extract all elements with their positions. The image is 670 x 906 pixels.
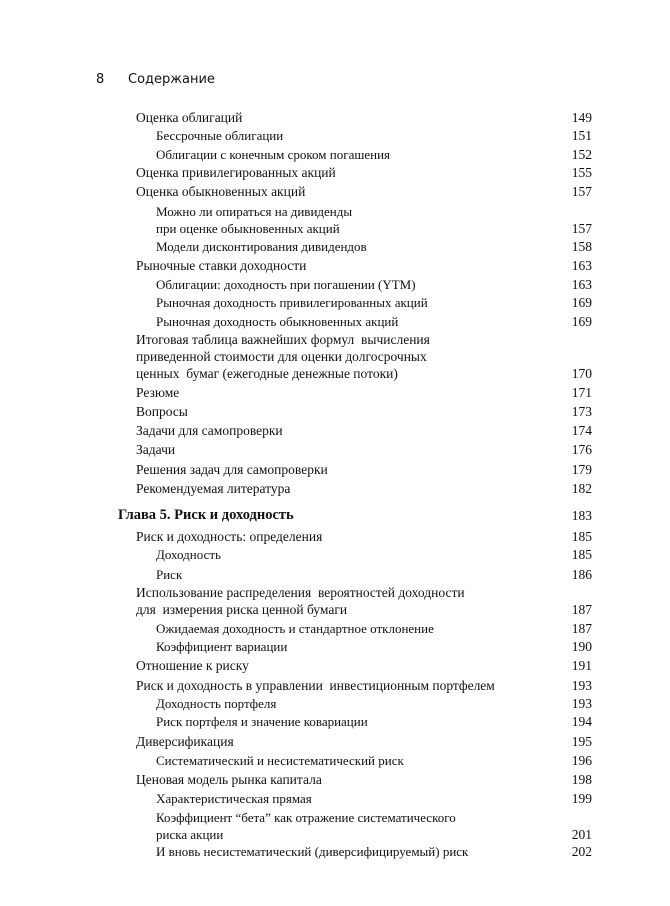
- toc-entry: [0, 183, 670, 200]
- toc-entry: [0, 566, 670, 583]
- header-page-number: 8: [96, 72, 105, 87]
- toc-entry: [0, 809, 670, 843]
- toc-entry-title: Рыночная доходность привилегированных акций: [156, 295, 428, 310]
- toc-entry: [0, 733, 670, 750]
- toc-entry-title: Модели дисконтирования дивидендов: [156, 239, 367, 254]
- toc-entry: [0, 127, 670, 144]
- toc-entry: [0, 276, 670, 293]
- toc-entry-page: 199: [571, 791, 592, 806]
- toc-entry: [0, 403, 670, 420]
- toc-entry-page: 193: [571, 696, 592, 711]
- toc-entry-title: Коэффициент вариации: [156, 639, 288, 654]
- toc-entry: [0, 677, 670, 694]
- toc-entry-title: Риск и доходность в управлении инвестиционным портфелем: [136, 678, 495, 693]
- toc-entry-title: Задачи: [136, 442, 176, 457]
- toc-entry-page: 195: [571, 734, 592, 749]
- toc-entry-title: Итоговая таблица важнейших формул вычисления приведенной стоимости для оценки долгосрочных ценных бумаг (ежегодные денежные потоки): [136, 332, 430, 381]
- toc-entry: [0, 790, 670, 807]
- toc-entry-page: 202: [571, 844, 592, 859]
- toc-entry-title: Риск: [156, 567, 183, 582]
- toc-entry-page: 173: [571, 404, 592, 419]
- toc-entry-title: Ожидаемая доходность и стандартное отклонение: [156, 621, 434, 636]
- toc-entry-page: 190: [571, 639, 592, 654]
- toc-entry: [0, 146, 670, 163]
- toc-entry: [0, 257, 670, 274]
- toc-entry-page: 163: [571, 258, 592, 273]
- toc-entry-page: 185: [571, 529, 592, 544]
- header-title: Содержание: [128, 72, 215, 87]
- toc-entry-title: Глава 5. Риск и доходность: [118, 507, 294, 523]
- toc-entry-page: 196: [571, 753, 592, 768]
- toc-entry-page: 182: [571, 481, 592, 496]
- toc-entry-page: 194: [571, 714, 592, 729]
- toc-entry-title: Оценка привилегированных акций: [136, 165, 336, 180]
- toc-entry-page: 163: [571, 277, 592, 292]
- toc-entry: [0, 620, 670, 637]
- toc-entry-page: 149: [571, 110, 592, 125]
- toc-entry-title: Коэффициент “бета” как отражение систематического риска акции: [156, 810, 456, 842]
- toc-entry-page: 155: [571, 165, 592, 180]
- toc-entry: [0, 422, 670, 439]
- toc-entry: [0, 331, 670, 382]
- toc-entry-title: Рыночная доходность обыкновенных акций: [156, 314, 399, 329]
- toc-entry-page: 158: [571, 239, 592, 254]
- toc-entry-page: 191: [571, 658, 592, 673]
- toc-entry-title: Задачи для самопроверки: [136, 423, 283, 438]
- toc-entry-page: 171: [571, 385, 592, 400]
- toc-entry-page: 157: [571, 221, 592, 236]
- toc-entry-title: Оценка облигаций: [136, 110, 243, 125]
- toc-entry: [0, 109, 670, 126]
- toc-entry: [0, 638, 670, 655]
- toc-entry-page: 157: [571, 184, 592, 199]
- toc-entry: [0, 695, 670, 712]
- toc-entry-title: Облигации с конечным сроком погашения: [156, 147, 391, 162]
- toc-entry: [0, 528, 670, 545]
- toc-entry-page: 201: [571, 827, 592, 842]
- toc-entry-title: Рекомендуемая литература: [136, 481, 291, 496]
- toc-entry-page: 176: [571, 442, 592, 457]
- toc-entry-title: Резюме: [136, 385, 180, 400]
- toc-entry-title: Риск и доходность: определения: [136, 529, 323, 544]
- toc-entry-page: 185: [571, 547, 592, 562]
- toc-entry-page: 179: [571, 462, 592, 477]
- toc-entry-page: 152: [571, 147, 592, 162]
- toc-entry: [0, 164, 670, 181]
- toc-entry-title: Диверсификация: [136, 734, 234, 749]
- toc-entry-title: Характеристическая прямая: [156, 791, 312, 806]
- toc-entry: [0, 752, 670, 769]
- toc-entry: [0, 713, 670, 730]
- toc-entry: [0, 384, 670, 401]
- toc-entry-title: Использование распределения вероятностей доходности для измерения риска ценной бумаги: [136, 585, 465, 617]
- toc-entry: [0, 584, 670, 618]
- toc-entry: [0, 657, 670, 674]
- toc-entry-page: 151: [571, 128, 592, 143]
- toc-entry-page: 183: [571, 508, 592, 523]
- toc-entry-title: Доходность портфеля: [156, 696, 277, 711]
- toc-entry-title: Оценка обыкновенных акций: [136, 184, 306, 199]
- toc-entry-page: 198: [571, 772, 592, 787]
- toc-entry: [0, 771, 670, 788]
- toc-entry-title: Ценовая модель рынка капитала: [136, 772, 322, 787]
- toc-entry: [0, 546, 670, 563]
- toc-entry-title: Решения задач для самопроверки: [136, 462, 328, 477]
- toc-entry-page: 170: [571, 366, 592, 381]
- toc-chapter-entry: [0, 507, 670, 524]
- toc-entry: [0, 843, 670, 860]
- toc-entry: [0, 294, 670, 311]
- toc-entry-page: 169: [571, 314, 592, 329]
- toc-entry-title: Бессрочные облигации: [156, 128, 284, 143]
- toc-entry: [0, 238, 670, 255]
- toc-entry-page: 187: [571, 621, 592, 636]
- toc-entry-page: 193: [571, 678, 592, 693]
- toc-entry-title: Рыночные ставки доходности: [136, 258, 307, 273]
- toc-entry-page: 187: [571, 602, 592, 617]
- toc-entry-title: Систематический и несистематический риск: [156, 753, 404, 768]
- toc-entry: [0, 313, 670, 330]
- toc-entry-title: Можно ли опираться на дивиденды при оценке обыкновенных акций: [156, 204, 353, 236]
- toc-entry-title: Отношение к риску: [136, 658, 249, 673]
- toc-entry: [0, 461, 670, 478]
- toc-entry-title: Риск портфеля и значение ковариации: [156, 714, 368, 729]
- toc-entry-page: 169: [571, 295, 592, 310]
- toc-entry-title: Облигации: доходность при погашении (YTM): [156, 277, 416, 292]
- toc-entry: [0, 480, 670, 497]
- toc-entry-title: Доходность: [156, 547, 221, 562]
- toc-entry-title: И вновь несистематический (диверсифицируемый) риск: [156, 844, 469, 859]
- toc-entry: [0, 203, 670, 237]
- toc-entry-title: Вопросы: [136, 404, 188, 419]
- toc-entry: [0, 441, 670, 458]
- toc-entry-page: 174: [571, 423, 592, 438]
- toc-entry-page: 186: [571, 567, 592, 582]
